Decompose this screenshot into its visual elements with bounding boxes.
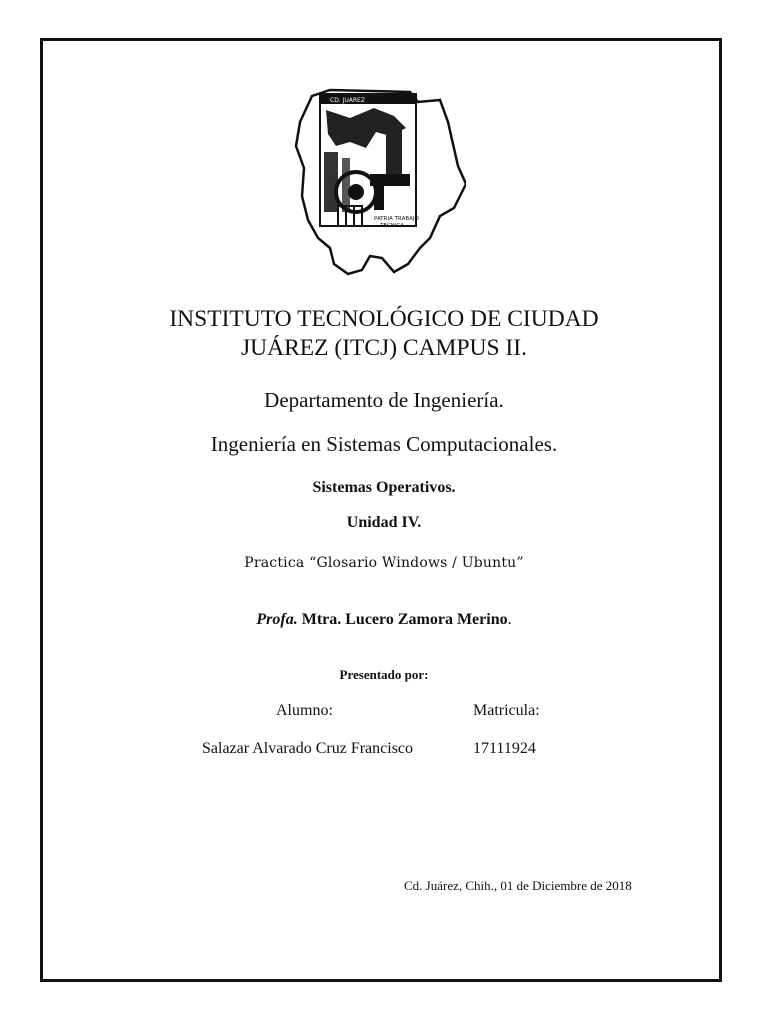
student-name: Salazar Alvarado Cruz Francisco: [202, 740, 414, 757]
practice-title: Practica “Glosario Windows / Ubuntu”: [244, 555, 524, 571]
department-title: Departamento de Ingeniería.: [264, 388, 504, 412]
place-date: Cd. Juárez, Chih., 01 de Diciembre de 2018: [404, 878, 632, 893]
svg-text:CD. JUAREZ: CD. JUAREZ: [330, 97, 365, 104]
svg-text:PATRIA TRABAJO: PATRIA TRABAJO: [374, 216, 419, 222]
institute-name: [0, 305, 768, 363]
svg-text:TECNICA: TECNICA: [380, 223, 405, 229]
column-header-student: Alumno:: [276, 702, 333, 719]
teacher-line: [0, 611, 768, 629]
presented-by-label: Presentado por:: [339, 667, 429, 682]
institute-line-1: INSTITUTO TECNOLÓGICO DE CIUDAD: [169, 306, 599, 332]
teacher-suffix: .: [507, 611, 512, 628]
career-title: Ingeniería en Sistemas Computacionales.: [210, 432, 558, 456]
student-id: 17111924: [473, 740, 536, 757]
itcj-logo: [290, 88, 466, 278]
unit-title: Unidad IV.: [346, 514, 422, 531]
teacher-label: Profa.: [256, 611, 298, 628]
teacher-name: Mtra. Lucero Zamora Merino: [301, 611, 508, 628]
institute-line-2: JUÁREZ (ITCJ) CAMPUS II.: [241, 335, 527, 361]
subject-title: Sistemas Operativos.: [312, 479, 456, 496]
column-header-id: Matricula:: [473, 702, 540, 719]
